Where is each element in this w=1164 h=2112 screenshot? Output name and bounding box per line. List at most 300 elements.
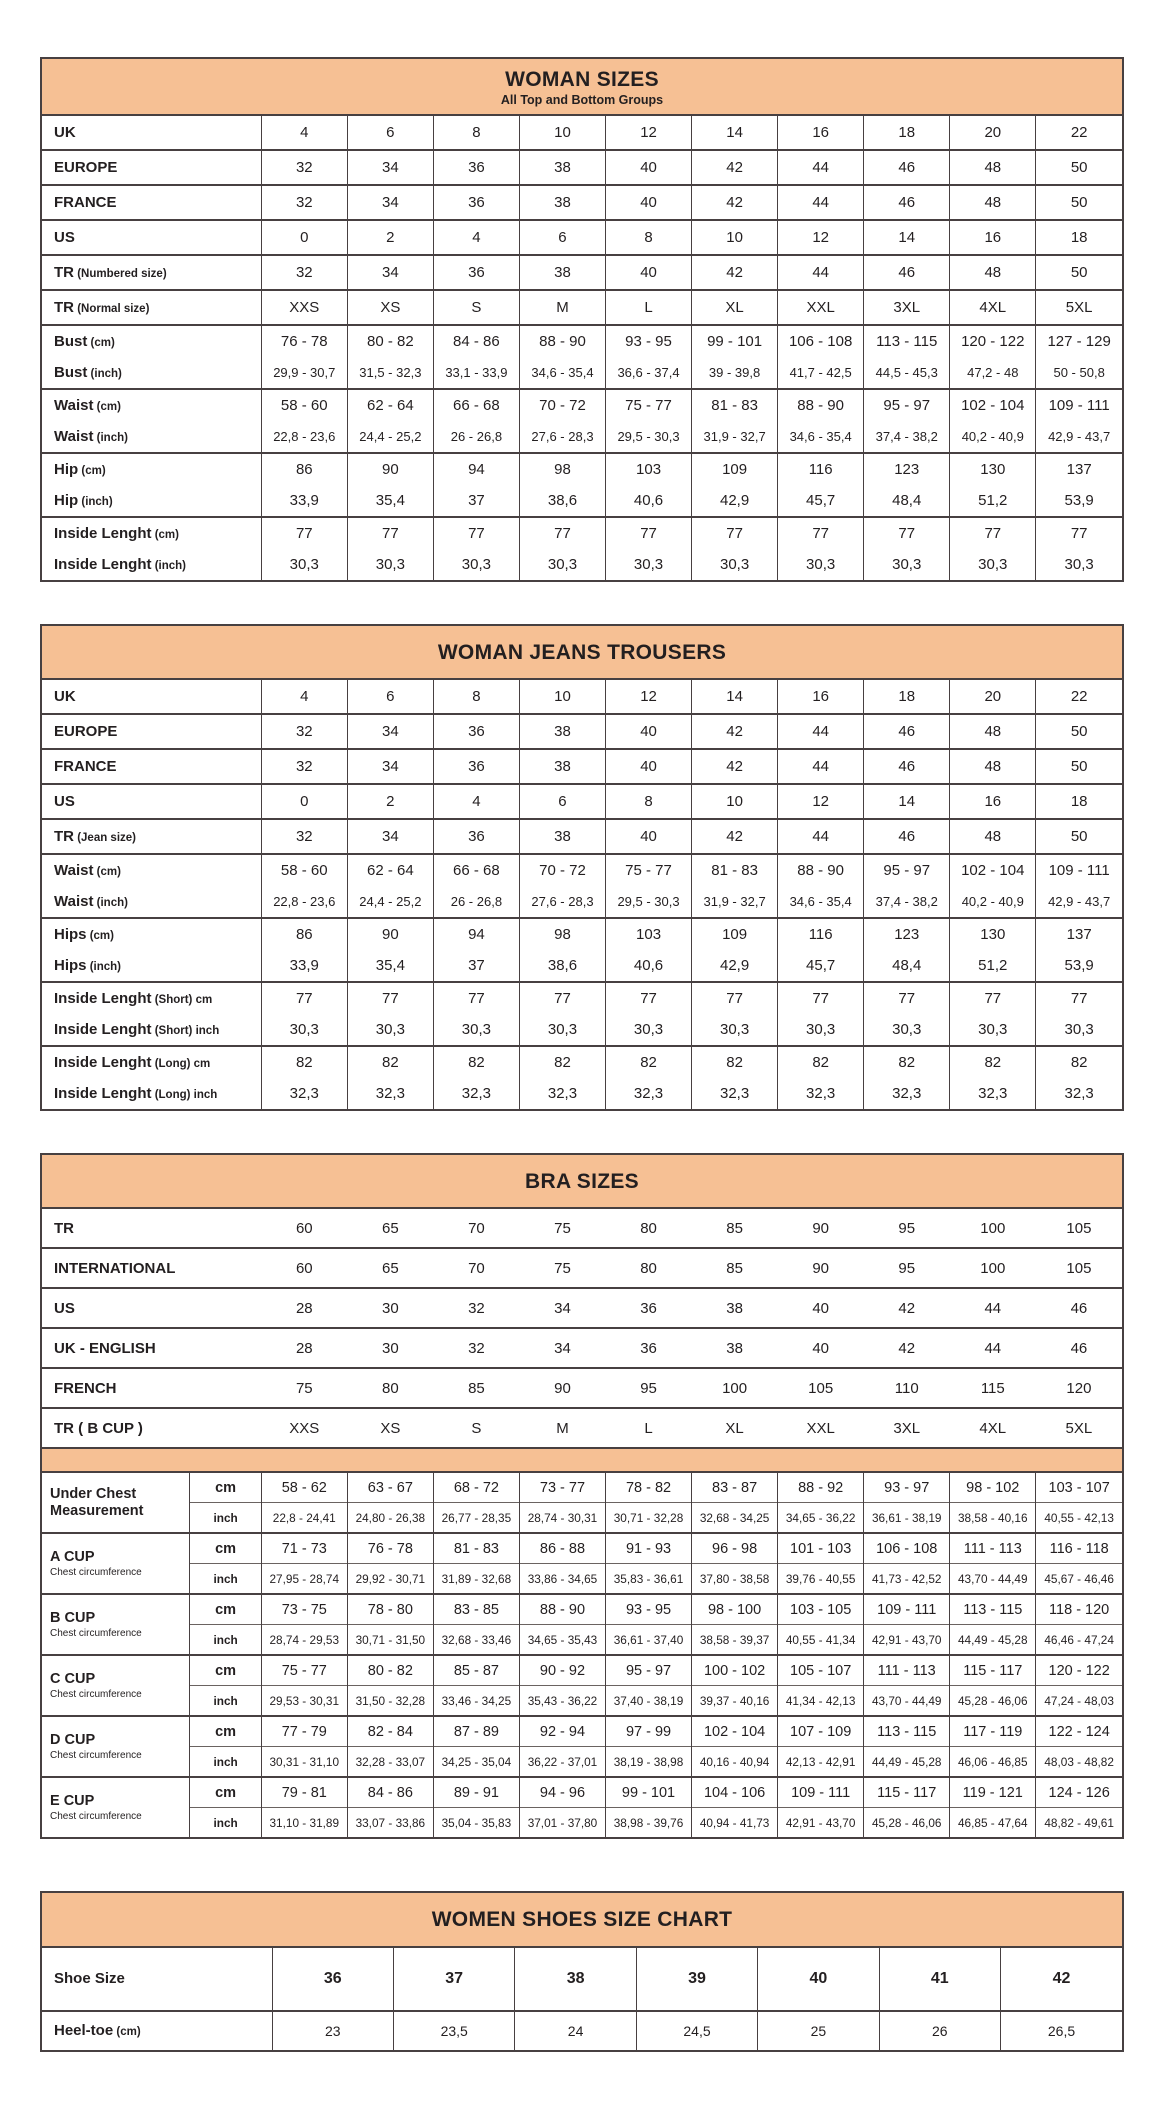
value-cell: 42 (692, 185, 778, 220)
value-cell: 32,68 - 33,46 (433, 1625, 519, 1656)
value-cell: 18 (1070, 793, 1088, 811)
value-cell: 50 (1070, 159, 1088, 177)
value-cell: 123 (864, 453, 950, 485)
table-row (42, 549, 1122, 580)
row-label (42, 918, 261, 950)
value-cell: 40 (606, 185, 692, 220)
value-cell: 48 (950, 749, 1036, 784)
value-cell: 103 (606, 453, 692, 485)
value-cell: 38,6 (519, 485, 605, 517)
value-cell: 24,4 - 25,2 (347, 886, 433, 918)
table-row (42, 485, 1122, 517)
value-cell: 44 (778, 185, 864, 220)
value-cell: 50 (1070, 828, 1088, 846)
value-cell: 48,82 - 49,61 (1036, 1808, 1122, 1838)
row-label (42, 749, 261, 784)
value-cell: 29,9 - 30,7 (261, 357, 347, 389)
row-label-text: TR ( B CUP ) (54, 1419, 143, 1437)
value-cell: 41,34 - 42,13 (778, 1686, 864, 1717)
value-cell: 77 (1070, 525, 1088, 543)
value-cell: 105 (1066, 1259, 1092, 1277)
value-cell: 82 (433, 1046, 519, 1078)
value-cell: 116 - 118 (1049, 1540, 1109, 1557)
value-cell: 36 (433, 749, 519, 784)
value-cell: 116 (778, 453, 864, 485)
value-cell: 31,9 - 32,7 (692, 886, 778, 918)
value-cell: 10 (519, 116, 605, 150)
table-row (42, 1594, 1122, 1625)
value-cell: 12 (606, 680, 692, 714)
value-cell: 109 (692, 453, 778, 485)
value-cell: 103 (606, 918, 692, 950)
cup-subtitle: Chest circumference (50, 1688, 142, 1700)
value-cell: 85 (468, 1379, 485, 1397)
value-cell: 48 (950, 185, 1036, 220)
value-cell: 44 (778, 749, 864, 784)
value-cell: XS (380, 1419, 401, 1437)
table-row (42, 1533, 1122, 1564)
value-cell: 107 - 109 (778, 1716, 864, 1747)
value-cell: S (433, 290, 519, 325)
value-cell: M (519, 290, 605, 325)
value-cell: 95 - 97 (864, 389, 950, 421)
value-cell: 22,8 - 24,41 (261, 1503, 347, 1534)
value-cell: 77 (950, 982, 1036, 1014)
value-cell: 51,2 (950, 485, 1036, 517)
table-row (42, 517, 1122, 549)
table-row (42, 886, 1122, 918)
value-cell: 24,5 (636, 2011, 757, 2050)
row-label-text: US (54, 1299, 75, 1317)
value-cell: 106 - 108 (864, 1533, 950, 1564)
value-cell: 116 (778, 918, 864, 950)
value-cell: 37,01 - 37,80 (519, 1808, 605, 1838)
row-label-text: Waist (54, 862, 94, 880)
value-cell: 46 (864, 714, 950, 749)
value-cell: 79 - 81 (261, 1777, 347, 1808)
value-cell: 0 (261, 220, 347, 255)
value-cell: 36 (433, 255, 519, 290)
row-group (42, 819, 1122, 854)
value-cell: 40,16 - 40,94 (692, 1747, 778, 1778)
value-cell: 16 (950, 784, 1036, 819)
value-cell: 100 (980, 1259, 1006, 1277)
value-cell: 40 (812, 1339, 829, 1357)
table-row (42, 255, 1122, 290)
value-cell: 34 (347, 749, 433, 784)
value-cell: 39 (636, 1948, 757, 2011)
value-cell: 83 - 85 (433, 1594, 519, 1625)
value-cell: 30,3 (347, 549, 433, 580)
table-row (42, 325, 1122, 357)
value-cell: 26 - 26,8 (433, 421, 519, 453)
value-cell: 77 (778, 982, 864, 1014)
value-cell: M (556, 1419, 569, 1437)
row-group (42, 784, 1122, 819)
value-cell: 105 - 107 (778, 1655, 864, 1686)
value-cell: 120 - 122 (1048, 1662, 1110, 1679)
value-cell: 8 (606, 220, 692, 255)
value-cell: 82 (347, 1046, 433, 1078)
cup-name: C CUP (50, 1671, 96, 1688)
value-cell: 30,3 (433, 549, 519, 580)
value-cell: 30,3 (606, 1014, 692, 1046)
table-row (42, 982, 1122, 1014)
value-cell: 30,3 (261, 549, 347, 580)
value-cell: 6 (347, 116, 433, 150)
value-cell: 42,9 (692, 485, 778, 517)
value-cell: 80 - 82 (347, 325, 433, 357)
value-cell: 34 (347, 185, 433, 220)
row-label-text: FRANCE (54, 194, 117, 212)
unit-cell-inch: inch (190, 1686, 261, 1717)
table-row (42, 150, 1122, 185)
value-cell: 32,3 (1064, 1085, 1094, 1103)
unit-cell-cm: cm (190, 1655, 261, 1686)
value-cell: 35,83 - 36,61 (605, 1564, 691, 1595)
value-cell: 87 - 89 (433, 1716, 519, 1747)
cup-label (42, 1655, 190, 1716)
value-cell: 26 - 26,8 (433, 886, 519, 918)
value-cell: 30,3 (519, 549, 605, 580)
row-label-text: Bust (54, 333, 88, 351)
value-cell: 10 (692, 784, 778, 819)
value-cell: 32,3 (433, 1078, 519, 1109)
cup-subtitle: Chest circumference (50, 1810, 142, 1822)
value-cell: 75 - 77 (606, 389, 692, 421)
value-cell: 38 (519, 150, 605, 185)
row-label-unit: (inch) (151, 560, 186, 573)
value-cell: 4XL (950, 290, 1036, 325)
value-cell: 98 - 100 (692, 1594, 778, 1625)
value-cell: 41 (879, 1948, 1000, 2011)
value-cell: 50 (1070, 723, 1088, 741)
table-row (42, 1408, 1122, 1447)
value-cell: 45,7 (778, 950, 864, 982)
unit-cell-cm: cm (190, 1533, 261, 1564)
cup-subtitle: Chest circumference (50, 1749, 142, 1761)
cup-subtitle: Chest circumference (50, 1627, 142, 1639)
row-label (42, 1046, 261, 1078)
row-label-text: UK (54, 688, 76, 706)
value-cell: 82 (692, 1046, 778, 1078)
value-cell: 35,43 - 36,22 (519, 1686, 605, 1717)
value-cell: 40 (606, 255, 692, 290)
value-cell: 32 (261, 819, 347, 854)
value-cell: 82 - 84 (347, 1716, 433, 1747)
value-cell: 99 - 101 (605, 1777, 691, 1808)
value-cell: 45,28 - 46,06 (950, 1686, 1036, 1717)
value-cell: 53,9 (1064, 957, 1094, 975)
value-cell: 40 (812, 1299, 829, 1317)
value-cell: 109 (692, 918, 778, 950)
value-cell: 42,9 - 43,7 (1048, 429, 1111, 445)
value-cell: 95 (640, 1379, 657, 1397)
table-row (42, 784, 1122, 819)
value-cell: 16 (778, 116, 864, 150)
value-cell: 29,92 - 30,71 (347, 1564, 433, 1595)
value-cell: 4 (433, 784, 519, 819)
value-cell: 40 (606, 714, 692, 749)
row-label (42, 854, 261, 886)
value-cell: 2 (347, 220, 433, 255)
value-cell: 102 - 104 (692, 1716, 778, 1747)
value-cell: 127 - 129 (1047, 333, 1111, 351)
value-cell: 65 (382, 1259, 399, 1277)
value-cell: 27,6 - 28,3 (519, 886, 605, 918)
value-cell: 42 (692, 150, 778, 185)
value-cell: 76 - 78 (347, 1533, 433, 1564)
value-cell: 42,9 - 43,7 (1048, 894, 1111, 910)
value-cell: 75 (295, 1379, 313, 1397)
row-group (42, 854, 1122, 918)
value-cell: 102 - 104 (950, 389, 1036, 421)
jeans-title: WOMAN JEANS TROUSERS (437, 641, 727, 665)
row-group (42, 1288, 1122, 1328)
value-cell: 82 (519, 1046, 605, 1078)
table-row (42, 854, 1122, 886)
jeans-grid (42, 680, 1122, 1109)
row-group (42, 150, 1122, 185)
table-row (42, 1328, 1122, 1368)
value-cell: 44,49 - 45,28 (950, 1625, 1036, 1656)
value-cell: 90 (812, 1219, 829, 1237)
value-cell: 110 (894, 1379, 919, 1397)
row-label-text: Inside Lenght (54, 1054, 152, 1072)
row-group (42, 1209, 1122, 1248)
value-cell: 80 (640, 1219, 657, 1237)
value-cell: 23,5 (393, 2011, 514, 2050)
value-cell: 5XL (1065, 299, 1093, 317)
value-cell: 30,3 (606, 549, 692, 580)
cup-subtitle: Chest circumference (50, 1566, 142, 1578)
value-cell: 18 (864, 116, 950, 150)
table-row (42, 714, 1122, 749)
value-cell: 30,3 (950, 549, 1036, 580)
row-label (42, 1408, 261, 1447)
value-cell: 95 - 97 (605, 1655, 691, 1686)
row-label-text: Shoe Size (54, 1969, 125, 1987)
value-cell: 77 (864, 517, 950, 549)
value-cell: 77 (692, 517, 778, 549)
table-row (42, 1078, 1122, 1109)
value-cell: 27,95 - 28,74 (261, 1564, 347, 1595)
value-cell: 66 - 68 (433, 854, 519, 886)
row-label-unit: (Normal size) (74, 303, 150, 316)
table-row (42, 1288, 1122, 1328)
value-cell: 58 - 60 (261, 854, 347, 886)
row-group (42, 1368, 1122, 1408)
value-cell: 78 - 82 (605, 1473, 691, 1503)
cup-group (42, 1777, 1122, 1837)
value-cell: 22 (1070, 688, 1088, 706)
value-cell: 47,24 - 48,03 (1036, 1686, 1122, 1717)
row-group (42, 749, 1122, 784)
value-cell: 35,4 (347, 485, 433, 517)
value-cell: 33,46 - 34,25 (433, 1686, 519, 1717)
row-group (42, 680, 1122, 714)
value-cell: 103 - 105 (778, 1594, 864, 1625)
value-cell: 36,61 - 37,40 (605, 1625, 691, 1656)
value-cell: 38,98 - 39,76 (605, 1808, 691, 1838)
value-cell: 48,4 (864, 950, 950, 982)
value-cell: 42 (692, 255, 778, 290)
row-label (42, 421, 261, 453)
value-cell: 43,70 - 44,49 (864, 1686, 950, 1717)
shoes-table (40, 1891, 1124, 2051)
table-row (42, 950, 1122, 982)
row-group (42, 116, 1122, 150)
value-cell: 38 (515, 1948, 636, 2011)
value-cell: 62 - 64 (347, 854, 433, 886)
cup-group (42, 1473, 1122, 1533)
value-cell: 119 - 121 (950, 1777, 1036, 1808)
value-cell: 82 (261, 1046, 347, 1078)
value-cell: 30,3 (261, 1014, 347, 1046)
table-row (42, 421, 1122, 453)
value-cell: 44 (778, 255, 864, 290)
value-cell: 46 (864, 749, 950, 784)
value-cell: 29,53 - 30,31 (261, 1686, 347, 1717)
row-label-unit: (cm) (93, 401, 121, 414)
unit-cell-cm: cm (190, 1716, 261, 1747)
value-cell: 103 - 107 (1048, 1479, 1110, 1496)
table-row (42, 220, 1122, 255)
value-cell: 42 (1052, 1969, 1071, 1987)
value-cell: 32 (468, 1299, 485, 1317)
value-cell: 32 (261, 185, 347, 220)
table-row (42, 1014, 1122, 1046)
row-label-unit: (cm) (113, 2026, 141, 2039)
value-cell: 45,28 - 46,06 (864, 1808, 950, 1838)
value-cell: 32,3 (864, 1078, 950, 1109)
shoes-header-band (42, 1893, 1122, 1947)
value-cell: S (471, 1419, 482, 1437)
value-cell: 2 (347, 784, 433, 819)
woman-sizes-subtitle: All Top and Bottom Groups (500, 93, 664, 108)
table-row (42, 185, 1122, 220)
value-cell: 91 - 93 (605, 1533, 691, 1564)
value-cell: 40 (606, 150, 692, 185)
value-cell: 77 (606, 982, 692, 1014)
value-cell: 77 (347, 982, 433, 1014)
value-cell: 73 - 77 (519, 1473, 605, 1503)
value-cell: 120 - 122 (950, 325, 1036, 357)
value-cell: 32,28 - 33,07 (347, 1747, 433, 1778)
row-label (42, 1368, 261, 1408)
value-cell: 42,91 - 43,70 (864, 1625, 950, 1656)
row-label-text: INTERNATIONAL (54, 1259, 176, 1277)
row-label-text: Hips (54, 957, 87, 975)
value-cell: 122 - 124 (1048, 1723, 1110, 1740)
value-cell: 29,5 - 30,3 (606, 886, 692, 918)
unit-cell-inch: inch (190, 1503, 261, 1534)
value-cell: 115 - 117 (950, 1655, 1036, 1686)
value-cell: 60 (295, 1219, 313, 1237)
value-cell: 28 (295, 1339, 313, 1357)
value-cell: 31,5 - 32,3 (347, 357, 433, 389)
row-label (42, 982, 261, 1014)
value-cell: 77 - 79 (261, 1716, 347, 1747)
value-cell: 85 (726, 1219, 743, 1237)
shoes-grid (42, 1948, 1122, 2050)
value-cell: 12 (778, 784, 864, 819)
value-cell: 77 (261, 517, 347, 549)
table-row (42, 1655, 1122, 1686)
unit-cell-inch: inch (190, 1625, 261, 1656)
value-cell: 34 (347, 714, 433, 749)
value-cell: 30,3 (347, 1014, 433, 1046)
value-cell: 14 (692, 680, 778, 714)
value-cell: 85 - 87 (433, 1655, 519, 1686)
row-label (42, 886, 261, 918)
row-label (42, 220, 261, 255)
row-group (42, 220, 1122, 255)
value-cell: 73 - 75 (261, 1594, 347, 1625)
value-cell: 50 (1070, 758, 1088, 776)
table-row (42, 1503, 1122, 1534)
value-cell: 27,6 - 28,3 (519, 421, 605, 453)
value-cell: 80 (640, 1259, 657, 1277)
value-cell: 89 - 91 (433, 1777, 519, 1808)
value-cell: 88 - 90 (519, 325, 605, 357)
row-label-text: Inside Lenght (54, 525, 152, 543)
row-label-text: Inside Lenght (54, 1021, 152, 1039)
value-cell: 22 (1070, 124, 1088, 142)
cup-label (42, 1777, 190, 1837)
row-label-unit: (Numbered size) (74, 268, 167, 281)
row-group (42, 517, 1122, 580)
value-cell: 78 - 80 (347, 1594, 433, 1625)
value-cell: 41,7 - 42,5 (778, 357, 864, 389)
row-label-suffix: inch (190, 1089, 218, 1102)
row-label-text: FRANCE (54, 758, 117, 776)
value-cell: 100 - 102 (692, 1655, 778, 1686)
value-cell: 34,25 - 35,04 (433, 1747, 519, 1778)
row-label-text: US (54, 793, 75, 811)
value-cell: 77 (778, 517, 864, 549)
table-row (42, 1716, 1122, 1747)
value-cell: 14 (864, 220, 950, 255)
value-cell: 33,07 - 33,86 (347, 1808, 433, 1838)
value-cell: 99 - 101 (692, 325, 778, 357)
bra-table (40, 1153, 1124, 1839)
value-cell: 44 (778, 714, 864, 749)
value-cell: 101 - 103 (778, 1533, 864, 1564)
value-cell: 33,1 - 33,9 (433, 357, 519, 389)
value-cell: 97 - 99 (605, 1716, 691, 1747)
value-cell: 46,85 - 47,64 (950, 1808, 1036, 1838)
cup-label (42, 1473, 190, 1533)
value-cell: 20 (950, 680, 1036, 714)
value-cell: 46 (864, 150, 950, 185)
value-cell: 32,3 (778, 1078, 864, 1109)
value-cell: 111 - 113 (950, 1533, 1036, 1564)
row-label (42, 1948, 272, 2011)
value-cell: 113 - 115 (864, 1716, 950, 1747)
row-label-text: Hip (54, 461, 79, 479)
value-cell: 80 - 82 (347, 1655, 433, 1686)
value-cell: XXS (261, 290, 347, 325)
value-cell: 30,3 (1064, 1021, 1094, 1039)
value-cell: 32,3 (347, 1078, 433, 1109)
value-cell: 118 - 120 (1049, 1601, 1110, 1618)
value-cell: 115 (980, 1379, 1005, 1397)
value-cell: 40,2 - 40,9 (950, 421, 1036, 453)
value-cell: 36 (433, 714, 519, 749)
row-label (42, 680, 261, 714)
value-cell: XS (347, 290, 433, 325)
